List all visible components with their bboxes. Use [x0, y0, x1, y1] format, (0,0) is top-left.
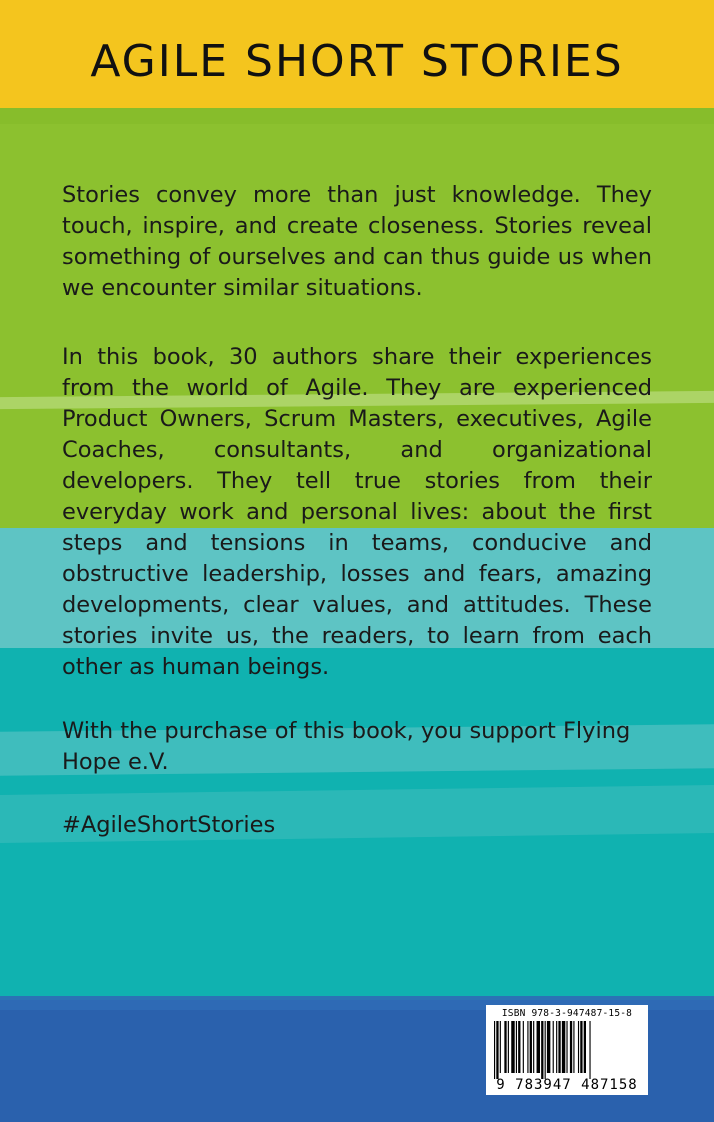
- support-note: With the purchase of this book, you support Flying Hope e.V.: [62, 718, 631, 775]
- barcode-bar: [556, 1021, 557, 1073]
- barcode-bar: [566, 1021, 567, 1073]
- barcode: [486, 1005, 648, 1095]
- barcode-bar: [578, 1021, 579, 1073]
- barcode-bar: [558, 1021, 560, 1073]
- barcode-bar: [533, 1021, 534, 1073]
- barcode-bar: [545, 1021, 546, 1079]
- book-title: AGILE SHORT STORIES: [90, 36, 624, 87]
- isbn-label: ISBN 978-3-947487-15-8: [501, 1008, 633, 1019]
- barcode-bar: [530, 1021, 532, 1073]
- ean-digits: 9 783947 487158: [496, 1077, 638, 1093]
- barcode-bar: [511, 1021, 514, 1073]
- barcode-bar: [570, 1021, 572, 1073]
- barcode-bar: [589, 1021, 590, 1079]
- barcode-bar: [573, 1021, 574, 1073]
- barcode-bar: [584, 1021, 586, 1073]
- barcode-bar: [494, 1021, 495, 1079]
- barcode-bar: [553, 1021, 554, 1073]
- barcode-bar: [508, 1021, 509, 1073]
- hashtag: #AgileShortStories: [62, 812, 276, 838]
- barcode-bar: [518, 1021, 520, 1073]
- barcode-bar: [541, 1021, 543, 1079]
- barcode-bar: [527, 1021, 528, 1073]
- barcode-bar: [504, 1021, 506, 1073]
- barcode-bar: [516, 1021, 517, 1073]
- barcode-bar: [496, 1021, 498, 1079]
- barcode-bar: [523, 1021, 524, 1073]
- blurb-paragraph-2: In this book, 30 authors share their experiences from the world of Agile. They are experienced Product Owners, Scrum Masters, executives, Agile Coaches, consultants, and organizational developers. They tell true stories from their everyday work and personal lives: about the first steps and tensions in teams, conducive and obstructive leadership, losses and fears, amazing developments, clear values, and attitudes. These stories invite us, the readers, to learn from each other as human beings.: [62, 344, 652, 680]
- barcode-bar: [580, 1021, 582, 1073]
- barcode-bar: [537, 1021, 540, 1073]
- green-band-texture: [0, 108, 714, 124]
- barcode-bars-icon: [492, 1021, 642, 1081]
- barcode-bar: [562, 1021, 565, 1073]
- barcode-bar: [500, 1021, 501, 1073]
- blurb-paragraph-1: Stories convey more than just knowledge. They touch, inspire, and create closeness. Stories reveal something of ourselves and can thus guide us when we encounter similar situations.: [62, 182, 652, 301]
- barcode-bar: [547, 1021, 550, 1073]
